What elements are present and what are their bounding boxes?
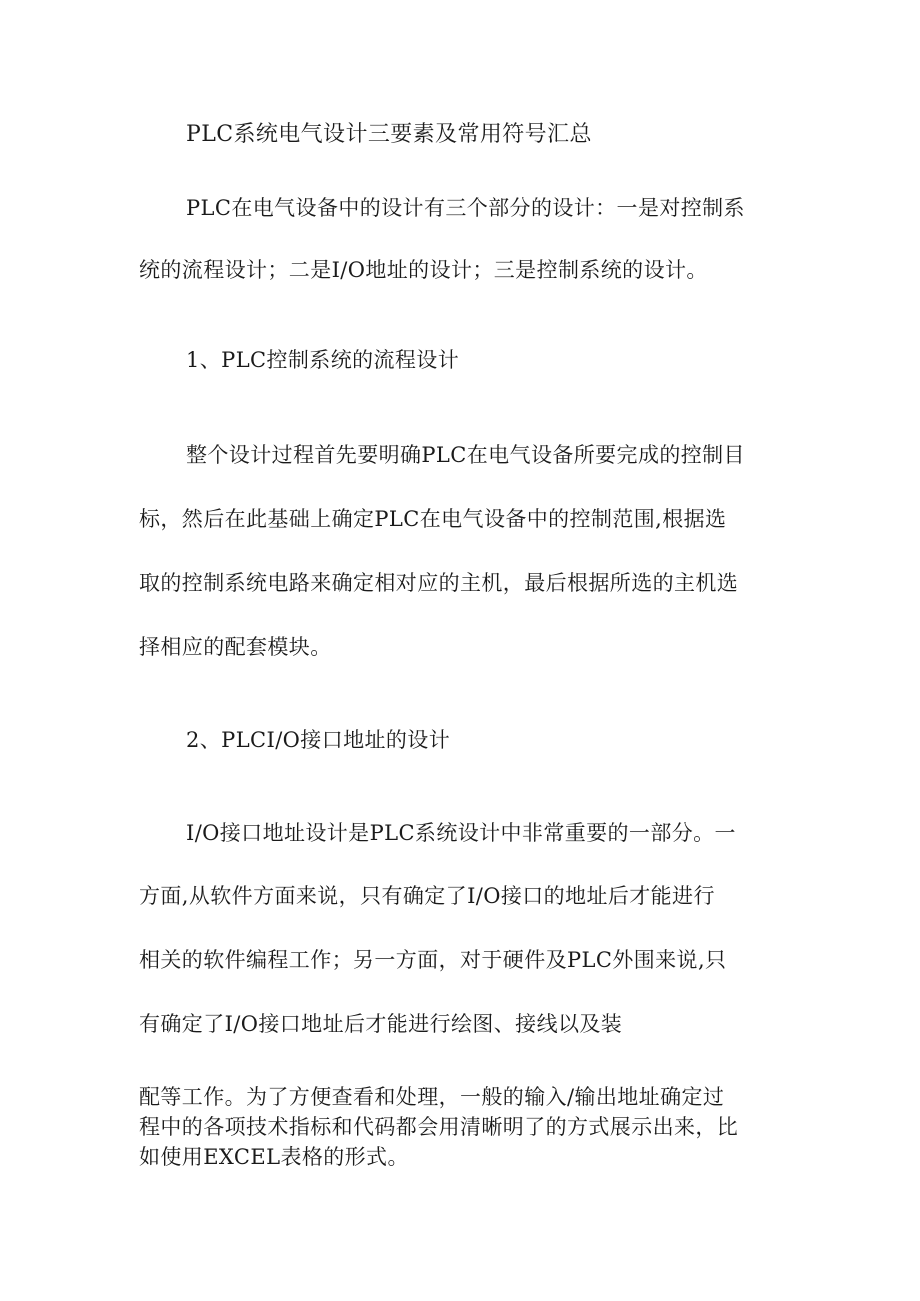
continuation-line: 配等工作。为了方便查看和处理，一般的输入/输出地址确定过 <box>139 1085 725 1109</box>
intro-line-2: 统的流程设计；二是I/O地址的设计；三是控制系统的设计。 <box>139 258 708 282</box>
section-1-paragraph-line: 标，然后在此基础上确定PLC在电气设备中的控制范围,根据选 <box>139 507 727 531</box>
section-2-heading: 2、PLCI/O接口地址的设计 <box>186 728 451 752</box>
document-title: PLC系统电气设计三要素及常用符号汇总 <box>186 122 592 147</box>
continuation-line: 程中的各项技术指标和代码都会用清晰明了的方式展示出来，比 <box>139 1115 739 1139</box>
section-1-paragraph-line: 取的控制系统电路来确定相对应的主机，最后根据所选的主机选 <box>139 571 739 595</box>
section-1-heading: 1、PLC控制系统的流程设计 <box>186 348 460 372</box>
section-1-paragraph-line: 整个设计过程首先要明确PLC在电气设备所要完成的控制目 <box>186 443 745 467</box>
section-2-paragraph-line: 方面,从软件方面来说，只有确定了I/O接口的地址后才能进行 <box>139 884 715 908</box>
intro-line-1: PLC在电气设备中的设计有三个部分的设计：一是对控制系 <box>186 196 745 220</box>
section-2-paragraph-line: 有确定了I/O接口地址后才能进行绘图、接线以及装 <box>139 1012 623 1036</box>
section-1-paragraph-line: 择相应的配套模块。 <box>139 635 332 659</box>
section-2-paragraph-line: 相关的软件编程工作；另一方面，对于硬件及PLC外围来说,只 <box>139 948 727 972</box>
section-2-paragraph-line: I/O接口地址设计是PLC系统设计中非常重要的一部分。一 <box>186 821 736 845</box>
continuation-line: 如使用EXCEL表格的形式。 <box>139 1145 409 1169</box>
